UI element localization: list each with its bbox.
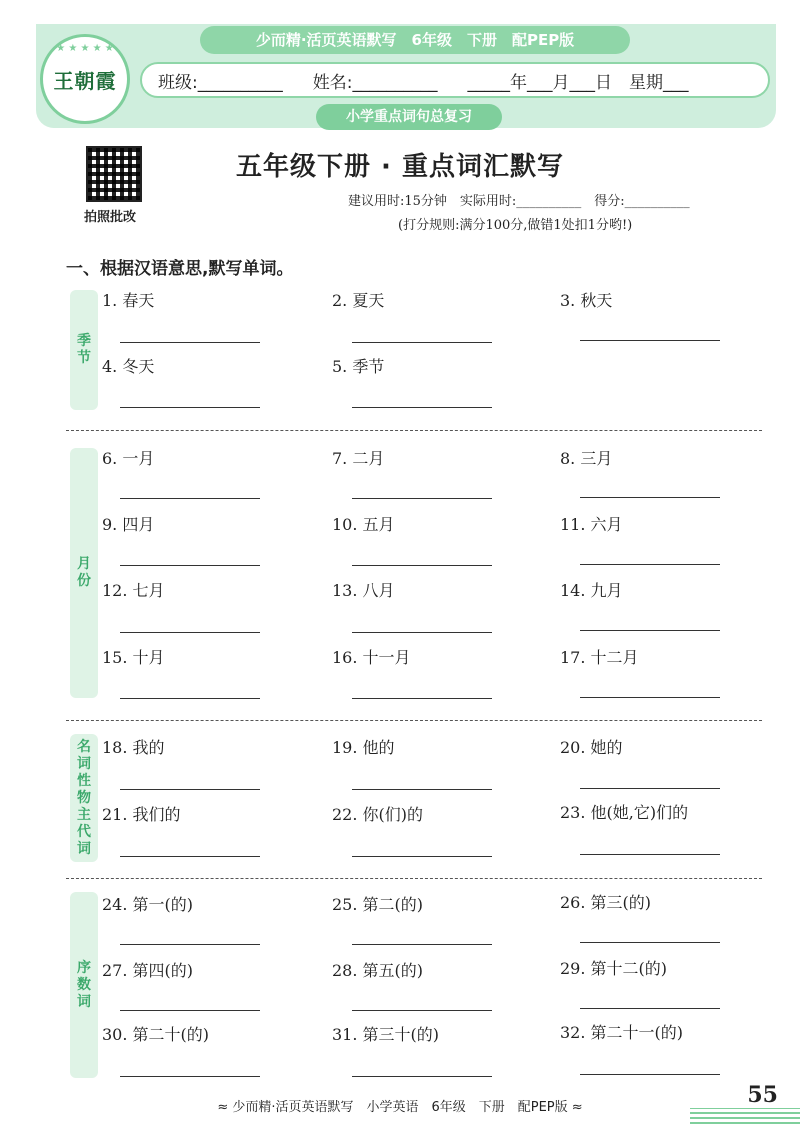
section-heading: 一、根据汉语意思,默写单词。 [66,259,294,279]
list-item: 11. 六月 [560,515,623,534]
list-item: 6. 一月 [102,449,155,468]
list-item: 3. 秋天 [560,291,613,310]
answer-line[interactable] [352,944,492,945]
student-info-row [140,62,770,98]
answer-line[interactable] [352,565,492,566]
answer-line[interactable] [580,788,720,789]
date-field[interactable]: _____年___月___日 星期___ [467,72,689,93]
divider [66,430,762,431]
answer-line[interactable] [120,856,260,857]
list-item: 32. 第二十一(的) [560,1023,684,1042]
scoring-rule: (打分规则:满分100分,做错1处扣1分哟!) [398,218,633,233]
answer-line[interactable] [580,942,720,943]
answer-line[interactable] [352,856,492,857]
answer-line[interactable] [352,632,492,633]
list-item: 9. 四月 [102,515,155,534]
list-item: 13. 八月 [332,581,395,600]
group-tab-pronouns: 名词性物主代词 [70,734,98,862]
star-icons: ★ ★ ★ ★ ★ [56,43,114,54]
answer-line[interactable] [352,342,492,343]
group-tab-ordinals: 序数词 [70,892,98,1078]
answer-line[interactable] [120,565,260,566]
list-item: 7. 二月 [332,449,385,468]
answer-line[interactable] [580,697,720,698]
answer-line[interactable] [352,1076,492,1077]
answer-line[interactable] [120,342,260,343]
group-tab-seasons: 季节 [70,290,98,410]
answer-line[interactable] [352,1010,492,1011]
logo-text: 王朝霞 [53,69,117,93]
answer-line[interactable] [580,1074,720,1075]
list-item: 28. 第五(的) [332,961,424,980]
list-item: 20. 她的 [560,738,623,757]
name-field[interactable]: 姓名:__________ [312,72,438,93]
answer-line[interactable] [352,789,492,790]
answer-line[interactable] [120,789,260,790]
list-item: 26. 第三(的) [560,893,652,912]
answer-line[interactable] [352,498,492,499]
series-title: 少而精·活页英语默写 6年级 下册 配PEP版 [200,26,630,54]
answer-line[interactable] [580,497,720,498]
list-item: 14. 九月 [560,581,623,600]
answer-line[interactable] [120,1076,260,1077]
list-item: 12. 七月 [102,581,165,600]
list-item: 22. 你(们)的 [332,805,424,824]
list-item: 29. 第十二(的) [560,959,668,978]
group-tab-months: 月份 [70,448,98,698]
answer-line[interactable] [120,407,260,408]
answer-line[interactable] [352,407,492,408]
subtitle: 小学重点词句总复习 [316,104,502,130]
publisher-logo [40,34,130,124]
time-score-meta: 建议用时:15分钟 实际用时:__________ 得分:__________ [348,194,690,209]
answer-line[interactable] [120,698,260,699]
divider [66,878,762,879]
answer-line[interactable] [580,854,720,855]
list-item: 27. 第四(的) [102,961,194,980]
answer-line[interactable] [120,632,260,633]
answer-line[interactable] [120,1010,260,1011]
footer: ≈ 少而精·活页英语默写 小学英语 6年级 下册 配PEP版 ≈ [217,1100,583,1115]
answer-line[interactable] [352,698,492,699]
answer-line[interactable] [580,1008,720,1009]
page-stripes [690,1108,800,1124]
page-number: 55 [747,1082,778,1108]
list-item: 31. 第三十(的) [332,1025,440,1044]
list-item: 10. 五月 [332,515,395,534]
list-item: 8. 三月 [560,449,613,468]
list-item: 15. 十月 [102,648,165,667]
answer-line[interactable] [120,498,260,499]
list-item: 17. 十二月 [560,648,639,667]
list-item: 2. 夏天 [332,291,385,310]
divider [66,720,762,721]
list-item: 21. 我们的 [102,805,181,824]
list-item: 4. 冬天 [102,357,155,376]
answer-line[interactable] [580,340,720,341]
answer-line[interactable] [580,564,720,565]
list-item: 25. 第二(的) [332,895,424,914]
page-title: 五年级下册 · 重点词汇默写 [236,152,564,182]
list-item: 18. 我的 [102,738,165,757]
list-item: 16. 十一月 [332,648,411,667]
list-item: 19. 他的 [332,738,395,757]
answer-line[interactable] [120,944,260,945]
answer-line[interactable] [580,630,720,631]
list-item: 24. 第一(的) [102,895,194,914]
list-item: 5. 季节 [332,357,385,376]
list-item: 1. 春天 [102,291,155,310]
qr-label: 拍照批改 [84,210,137,225]
list-item: 23. 他(她,它)们的 [560,803,689,822]
class-field[interactable]: 班级:__________ [158,72,283,93]
list-item: 30. 第二十(的) [102,1025,210,1044]
